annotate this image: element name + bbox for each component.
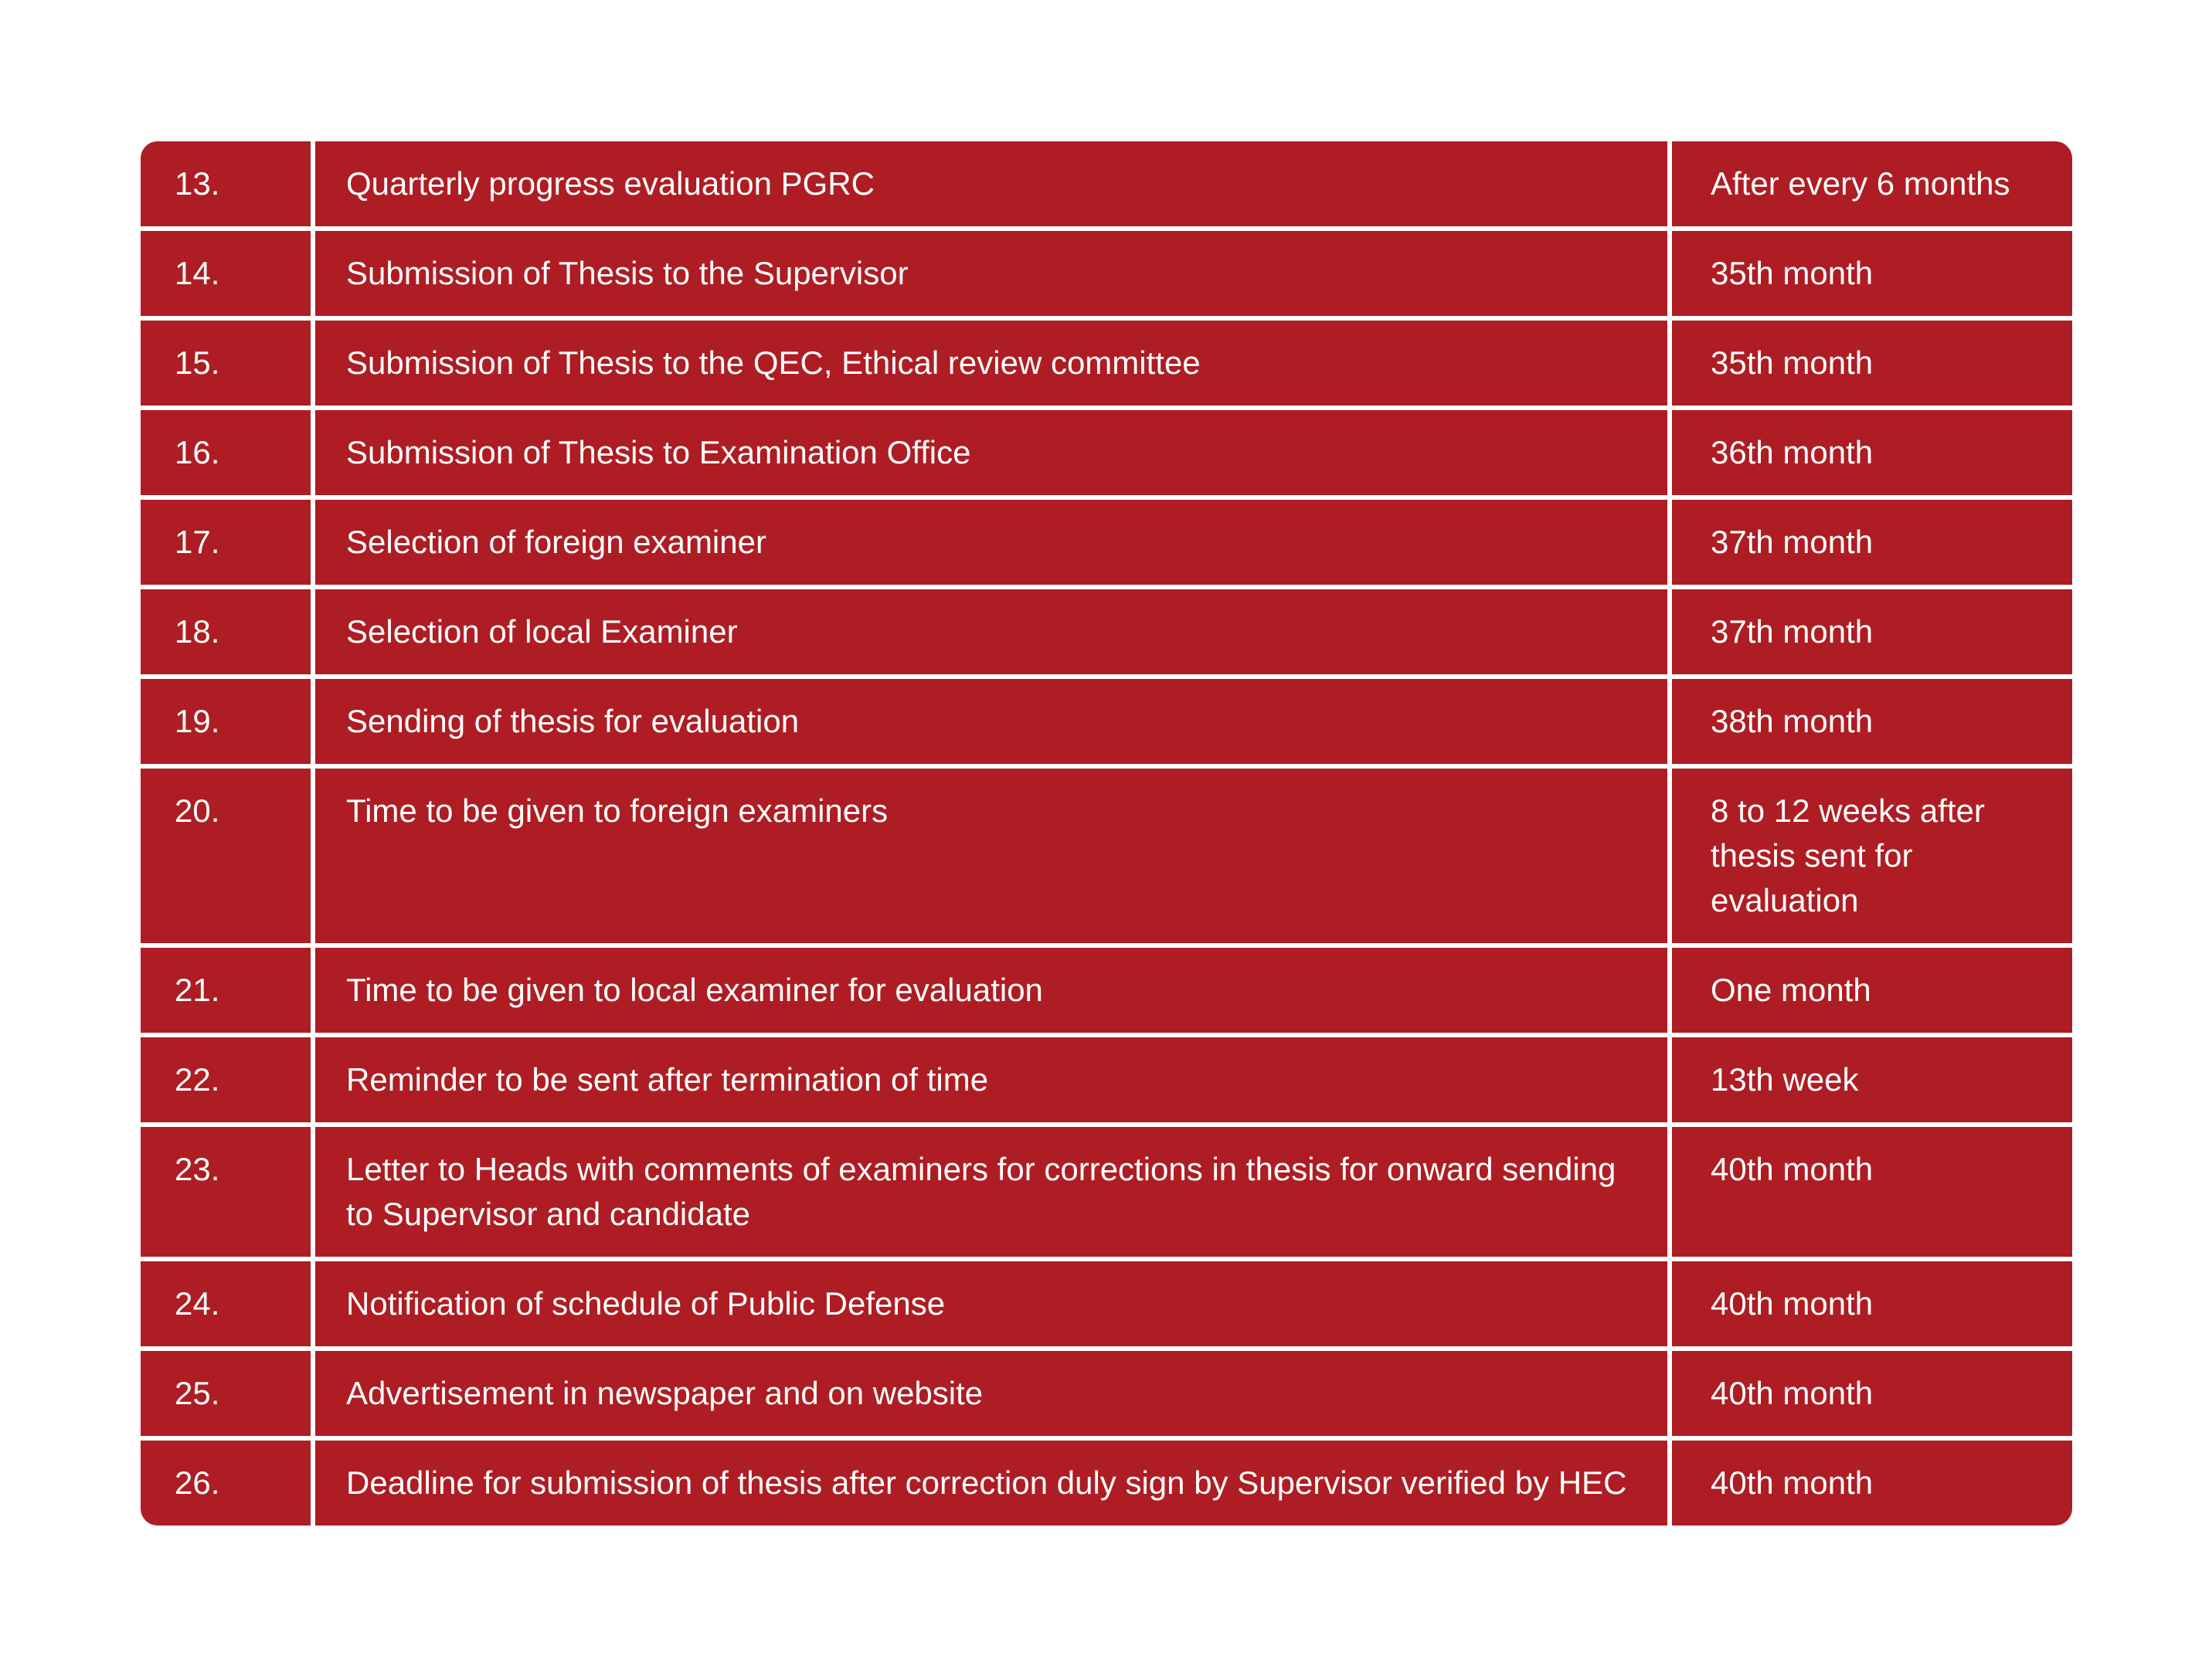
- timeline-cell: 40th month: [1711, 1464, 1874, 1501]
- table-row: [141, 1346, 2072, 1436]
- row-number: 13.: [141, 141, 315, 226]
- row-number: 14.: [141, 231, 315, 316]
- table-row: [141, 1436, 2072, 1526]
- table-row: [141, 585, 2072, 674]
- table-row: [141, 495, 2072, 585]
- timeline-cell: 35th month: [1711, 344, 1874, 381]
- timeline-cell: 13th week: [1711, 1061, 1859, 1098]
- row-number: 15.: [141, 321, 315, 406]
- activity-cell: Sending of thesis for evaluation: [315, 679, 1672, 764]
- timeline-cell: 35th month: [1711, 255, 1874, 291]
- table-row: [141, 1122, 2072, 1257]
- timeline-cell: 40th month: [1711, 1151, 1874, 1187]
- timeline-cell: 37th month: [1711, 613, 1874, 650]
- timeline-cell: 40th month: [1711, 1285, 1874, 1322]
- table-row: [141, 141, 2072, 226]
- activity-cell: Advertisement in newspaper and on website: [315, 1351, 1672, 1436]
- table-row: [141, 1257, 2072, 1346]
- activity-cell: Time to be given to local examiner for evaluation: [315, 948, 1672, 1033]
- row-number: 18.: [141, 589, 315, 674]
- timeline-cell: One month: [1711, 972, 1871, 1008]
- timeline-cell: After every 6 months: [1711, 165, 2010, 202]
- activity-cell: Selection of local Examiner: [315, 589, 1672, 674]
- schedule-table: [141, 141, 2072, 1526]
- row-number: 17.: [141, 500, 315, 585]
- activity-cell: Notification of schedule of Public Defense: [315, 1261, 1672, 1346]
- activity-cell: Letter to Heads with comments of examiners for corrections in thesis for onward sending to Supervisor and candidate: [315, 1127, 1672, 1257]
- row-number: 19.: [141, 679, 315, 764]
- table-row: [141, 406, 2072, 495]
- activity-cell: Selection of foreign examiner: [315, 500, 1672, 585]
- row-number: 25.: [141, 1351, 315, 1436]
- row-number: 23.: [141, 1127, 315, 1257]
- activity-cell: Deadline for submission of thesis after correction duly sign by Supervisor verified by HEC: [315, 1441, 1672, 1526]
- timeline-cell: 36th month: [1711, 434, 1874, 470]
- activity-cell: Reminder to be sent after termination of time: [315, 1037, 1672, 1122]
- activity-cell: Submission of Thesis to the Supervisor: [315, 231, 1672, 316]
- row-number: 22.: [141, 1037, 315, 1122]
- activity-cell: Time to be given to foreign examiners: [315, 769, 1672, 943]
- timeline-cell: 37th month: [1711, 524, 1874, 560]
- timeline-cell: 38th month: [1711, 703, 1874, 739]
- row-number: 16.: [141, 410, 315, 495]
- row-number: 24.: [141, 1261, 315, 1346]
- row-number: 26.: [141, 1441, 315, 1526]
- activity-cell: Submission of Thesis to Examination Office: [315, 410, 1672, 495]
- table-row: [141, 226, 2072, 316]
- table-row: [141, 316, 2072, 406]
- activity-cell: Submission of Thesis to the QEC, Ethical review committee: [315, 321, 1672, 406]
- row-number: 20.: [141, 769, 315, 943]
- timeline-cell: 40th month: [1711, 1375, 1874, 1411]
- table-row: [141, 764, 2072, 943]
- activity-cell: Quarterly progress evaluation PGRC: [315, 141, 1672, 226]
- table-row: [141, 943, 2072, 1033]
- table-row: [141, 674, 2072, 764]
- timeline-cell: 8 to 12 weeks after thesis sent for evaluation: [1711, 792, 1985, 918]
- row-number: 21.: [141, 948, 315, 1033]
- table-row: [141, 1033, 2072, 1122]
